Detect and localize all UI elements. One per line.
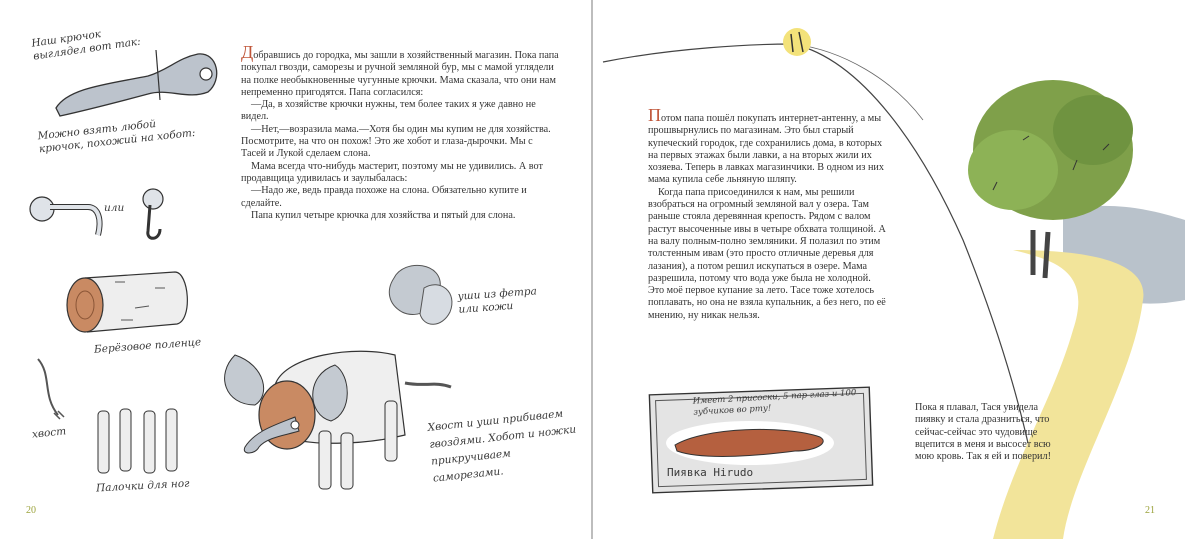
note-ears: уши из фетра или кожи bbox=[457, 285, 538, 316]
paragraph: —Да, в хозяйстве крючки нужны, тем более таких я уже давно не видел. bbox=[241, 99, 536, 123]
paragraph: —Нет,—возразила мама.—Хотя бы один мы купим не для хозяйства. Посмотрите, на что он похож! Это же хобот и глаза-дырочки. Мы с Тасей и Лукой сделаем слона. bbox=[241, 123, 551, 160]
dropcap: П bbox=[648, 105, 661, 125]
hook-illustration bbox=[48, 40, 228, 120]
right-body-text bbox=[648, 105, 886, 322]
note-any-hook: Можно взять любой крючок, похожий на хобот: bbox=[37, 118, 196, 156]
right-page bbox=[593, 0, 1185, 539]
leech-label: Пиявка Hirudo bbox=[667, 466, 754, 479]
paragraph: Мама всегда что-нибудь мастерит, поэтому мы не удивились. А вот продавщица удивилась и заулыбалась: bbox=[241, 160, 543, 184]
page-number: 21 bbox=[1145, 505, 1155, 516]
note-assembly: Хвост и уши прибиваем гвоздями. Хобот и ножки прикручиваем саморезами. bbox=[427, 407, 577, 485]
caption-text: Пока я плавал, Тася увидела пиявку и стала дразниться, что сейчас-сейчас это чудовище вцепится в меня и высосет всю мою кровь. Так я ей и поверил! bbox=[915, 402, 1051, 463]
leech-note: Имеет 2 присоски, 5 пар глаз и 100 зубчиков во рту! bbox=[692, 388, 857, 418]
birch-log-illustration bbox=[65, 268, 195, 338]
note-sticks: Палочки для ног bbox=[95, 477, 190, 495]
left-body-text bbox=[241, 42, 559, 222]
paragraph: —Надо же, ведь правда похоже на слона. Обязательно купите и сделайте. bbox=[241, 185, 527, 209]
note-hook-title: Наш крючок выглядел вот так: bbox=[30, 28, 142, 63]
note-tail: хвост bbox=[31, 425, 67, 441]
paragraph: Когда папа присоединился к нам, мы решили взобраться на огромный земляной вал у озера. Там раньше стояла деревянная крепость. Рядом с валом растут высоченные ивы в четыре обхвата толщиной. А на валу полным-полно земляники. Я полазил по этим толстенным ивам (это просто отличные деревья для лазания), а потом решил искупаться в озере. Мама разрешила, потому что вода уже была не холодной. Это моё первое купание за лето. Тасе тоже хотелось поплавать, но она не взяла купальник, а без него, по её мнению, ну никак нельзя. bbox=[648, 186, 886, 321]
left-page bbox=[0, 0, 592, 539]
tail-illustration bbox=[32, 355, 72, 425]
paragraph: Папа купил четыре крючка для хозяйства и пятый для слона. bbox=[251, 209, 516, 221]
paragraph: Потом папа пошёл покупать интернет-антенну, а мы прошвырнулись по магазинам. Это был старый купеческий городок, где сохранились дома, в которых на первых этажах были лавки, а на вторых жили их хозяева. Теперь в лавках магазинчики. В одном из них мама купила себе льняную шляпу. bbox=[648, 105, 884, 186]
dropcap: Д bbox=[241, 42, 254, 62]
hook-variants-illustration bbox=[28, 185, 178, 245]
page-number: 20 bbox=[26, 505, 36, 516]
felt-ears-illustration bbox=[384, 258, 464, 338]
wooden-elephant-illustration bbox=[215, 335, 465, 495]
paragraph: Добравшись до городка, мы зашли в хозяйственный магазин. Пока папа покупал гвозди, саморезы и ручной земляной бур, мы с мамой углядели на полке необыкновенные чугунные крючки. Мама сказала, что они нам непременно пригодятся. Папа согласился: bbox=[241, 42, 559, 98]
note-or: или bbox=[104, 202, 125, 214]
note-log: Берёзовое поленце bbox=[93, 336, 202, 356]
sticks-illustration bbox=[94, 405, 184, 475]
